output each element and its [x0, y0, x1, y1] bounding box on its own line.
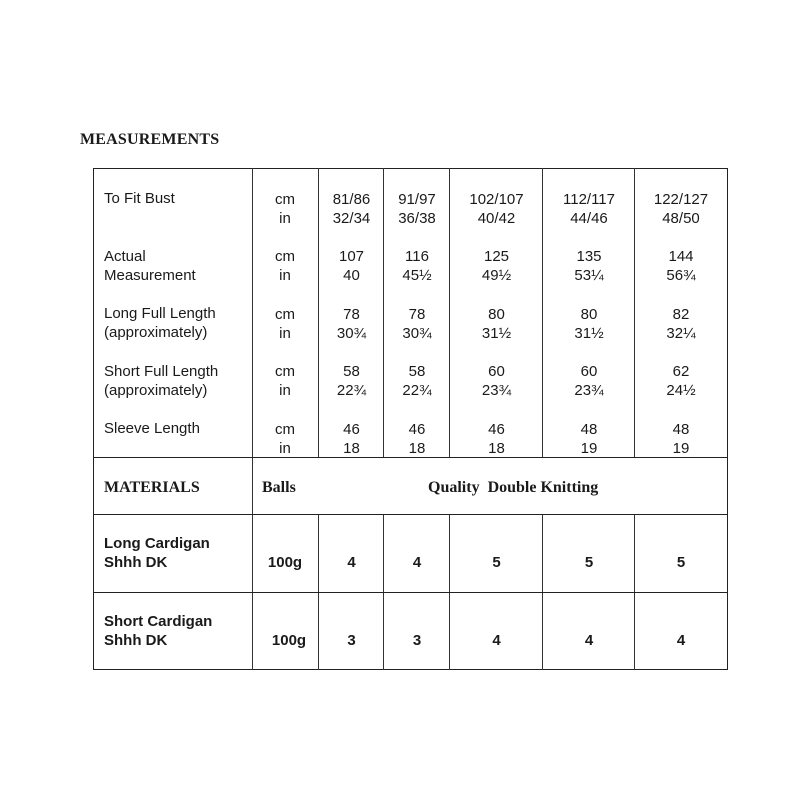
cell-value: 48/50 — [662, 210, 700, 227]
cell-value: 46 — [488, 421, 505, 438]
row-label: Sleeve Length — [104, 420, 200, 437]
cell-value: 48 — [580, 421, 598, 438]
cell-value: 48 — [672, 421, 690, 438]
quality-label: Quality Double Knitting — [428, 479, 599, 496]
cell-value: 19 — [580, 440, 598, 457]
measurements-heading: MEASUREMENTS — [80, 131, 220, 148]
cell-value: 112/117 — [563, 191, 615, 208]
cell-value: 116 — [405, 248, 429, 265]
ball-count: 4 — [412, 554, 422, 571]
ball-count: 5 — [492, 554, 501, 571]
cell-value: 81/86 — [332, 191, 371, 208]
cell-value: 32/34 — [332, 210, 371, 227]
ball-count: 5 — [676, 554, 686, 571]
ball-count: 4 — [676, 632, 686, 649]
cell-value: 31½ — [481, 325, 512, 342]
cell-value: 31½ — [574, 325, 604, 342]
cell-value: 56¾ — [666, 267, 696, 284]
unit-cm: cm — [275, 191, 295, 208]
cell-value: 22¾ — [336, 382, 367, 399]
cell-value: 78 — [408, 306, 426, 323]
cell-value: 46 — [343, 421, 360, 438]
row-label: Measurement — [104, 267, 196, 284]
cell-value: 24½ — [666, 382, 696, 399]
ball-count: 4 — [584, 632, 594, 649]
cell-value: 23¾ — [481, 382, 512, 399]
cell-value: 45½ — [402, 267, 432, 284]
cell-value: 125 — [483, 248, 510, 265]
column-divider — [252, 168, 253, 670]
cell-value: 19 — [672, 440, 690, 457]
cell-value: 62 — [672, 363, 690, 380]
cell-value: 58 — [343, 363, 360, 380]
cell-value: 40/42 — [477, 210, 516, 227]
cell-value: 22¾ — [402, 382, 432, 399]
cell-value: 46 — [408, 421, 426, 438]
cell-value: 36/38 — [398, 210, 436, 227]
row-label: Short Full Length — [104, 363, 219, 380]
unit-in: in — [279, 210, 291, 227]
cell-value: 135 — [576, 248, 602, 265]
row-label: (approximately) — [104, 382, 208, 399]
unit-cm: cm — [275, 248, 295, 265]
cell-value: 60 — [580, 363, 598, 380]
row-divider — [93, 514, 728, 515]
cell-value: 107 — [338, 248, 365, 265]
cell-value: 40 — [343, 267, 360, 284]
row-label: Long Full Length — [104, 305, 216, 322]
ball-count: 3 — [412, 632, 422, 649]
cell-value: 23¾ — [574, 382, 604, 399]
column-divider — [634, 168, 635, 458]
balls-label: Balls — [262, 479, 296, 496]
unit-in: in — [279, 440, 291, 457]
cell-value: 18 — [343, 440, 360, 457]
unit-in: in — [279, 267, 291, 284]
ball-weight: 100g — [267, 554, 303, 571]
cell-value: 60 — [488, 363, 505, 380]
cell-value: 18 — [488, 440, 505, 457]
yarn-row-label: Short Cardigan — [104, 613, 213, 630]
row-label: (approximately) — [104, 324, 208, 341]
ball-count: 3 — [347, 632, 356, 649]
ball-count: 4 — [492, 632, 501, 649]
column-divider — [449, 168, 450, 458]
row-label: Actual — [104, 248, 146, 265]
cell-value: 30¾ — [336, 325, 367, 342]
cell-value: 144 — [668, 248, 694, 265]
ball-count: 4 — [347, 554, 356, 571]
cell-value: 80 — [580, 306, 598, 323]
cell-value: 102/107 — [469, 191, 524, 208]
ball-weight: 100g — [271, 632, 307, 649]
yarn-row-label: Shhh DK — [104, 632, 168, 649]
column-divider — [318, 168, 319, 458]
cell-value: 18 — [408, 440, 426, 457]
row-label: To Fit Bust — [104, 190, 175, 207]
unit-cm: cm — [275, 363, 295, 380]
cell-value: 122/127 — [653, 191, 709, 208]
column-divider — [383, 168, 384, 458]
unit-in: in — [279, 325, 291, 342]
yarn-row-label: Shhh DK — [104, 554, 168, 571]
unit-in: in — [279, 382, 291, 399]
cell-value: 53¼ — [574, 267, 604, 284]
cell-value: 78 — [343, 306, 360, 323]
row-divider — [93, 592, 728, 593]
column-divider — [542, 168, 543, 458]
ball-count: 5 — [584, 554, 594, 571]
cell-value: 91/97 — [398, 191, 436, 208]
unit-cm: cm — [275, 306, 295, 323]
cell-value: 49½ — [481, 267, 512, 284]
cell-value: 80 — [488, 306, 505, 323]
cell-value: 82 — [672, 306, 690, 323]
cell-value: 44/46 — [570, 210, 608, 227]
cell-value: 30¾ — [402, 325, 432, 342]
materials-label: MATERIALS — [104, 479, 200, 496]
yarn-row-label: Long Cardigan — [104, 535, 210, 552]
cell-value: 58 — [408, 363, 426, 380]
cell-value: 32¼ — [666, 325, 696, 342]
unit-cm: cm — [275, 421, 295, 438]
